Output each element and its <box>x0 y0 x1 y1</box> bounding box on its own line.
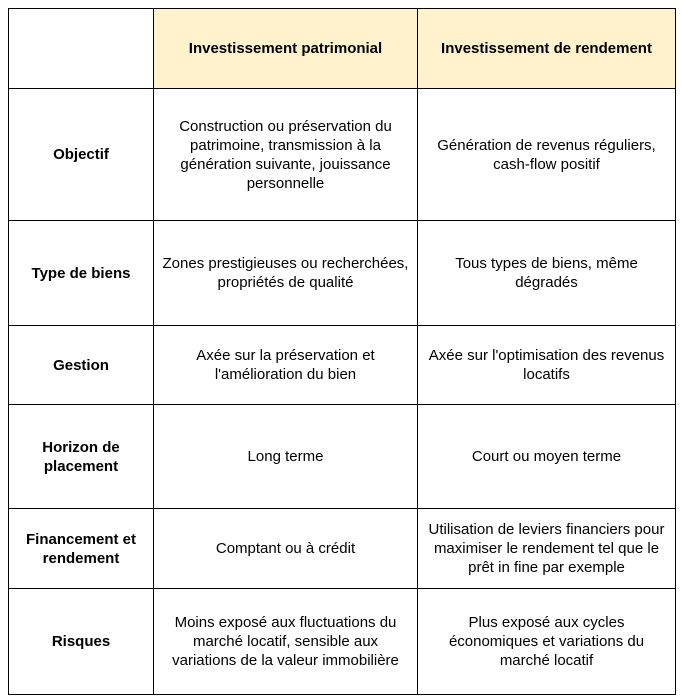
table-row <box>9 221 676 326</box>
header-row <box>9 9 676 89</box>
table-cell-rendement: Axée sur l'optimisation des revenus locatifs <box>418 326 676 405</box>
row-header: Horizon de placement <box>9 405 154 509</box>
row-header: Risques <box>9 589 154 695</box>
comparison-table <box>8 8 676 695</box>
row-header: Financement et rendement <box>9 509 154 589</box>
table-row <box>9 405 676 509</box>
row-header: Gestion <box>9 326 154 405</box>
column-header-rendement: Investissement de rendement <box>418 9 676 89</box>
table-cell-patrimonial: Long terme <box>154 405 418 509</box>
row-header: Objectif <box>9 89 154 221</box>
table-cell-rendement: Court ou moyen terme <box>418 405 676 509</box>
table-cell-rendement: Utilisation de leviers financiers pour maximiser le rendement tel que le prêt in fine par exemple <box>418 509 676 589</box>
corner-cell <box>9 9 154 89</box>
table-cell-rendement: Tous types de biens, même dégradés <box>418 221 676 326</box>
table-row <box>9 89 676 221</box>
table-cell-patrimonial: Moins exposé aux fluctuations du marché locatif, sensible aux variations de la valeur immobilière <box>154 589 418 695</box>
table-row <box>9 509 676 589</box>
table-cell-patrimonial: Zones prestigieuses ou recherchées, propriétés de qualité <box>154 221 418 326</box>
column-header-patrimonial: Investissement patrimonial <box>154 9 418 89</box>
table-row <box>9 589 676 695</box>
table-cell-patrimonial: Axée sur la préservation et l'amélioration du bien <box>154 326 418 405</box>
row-header: Type de biens <box>9 221 154 326</box>
table-cell-rendement: Génération de revenus réguliers, cash-flow positif <box>418 89 676 221</box>
table-cell-patrimonial: Comptant ou à crédit <box>154 509 418 589</box>
table-row <box>9 326 676 405</box>
table-cell-rendement: Plus exposé aux cycles économiques et variations du marché locatif <box>418 589 676 695</box>
table-cell-patrimonial: Construction ou préservation du patrimoine, transmission à la génération suivante, jouissance personnelle <box>154 89 418 221</box>
